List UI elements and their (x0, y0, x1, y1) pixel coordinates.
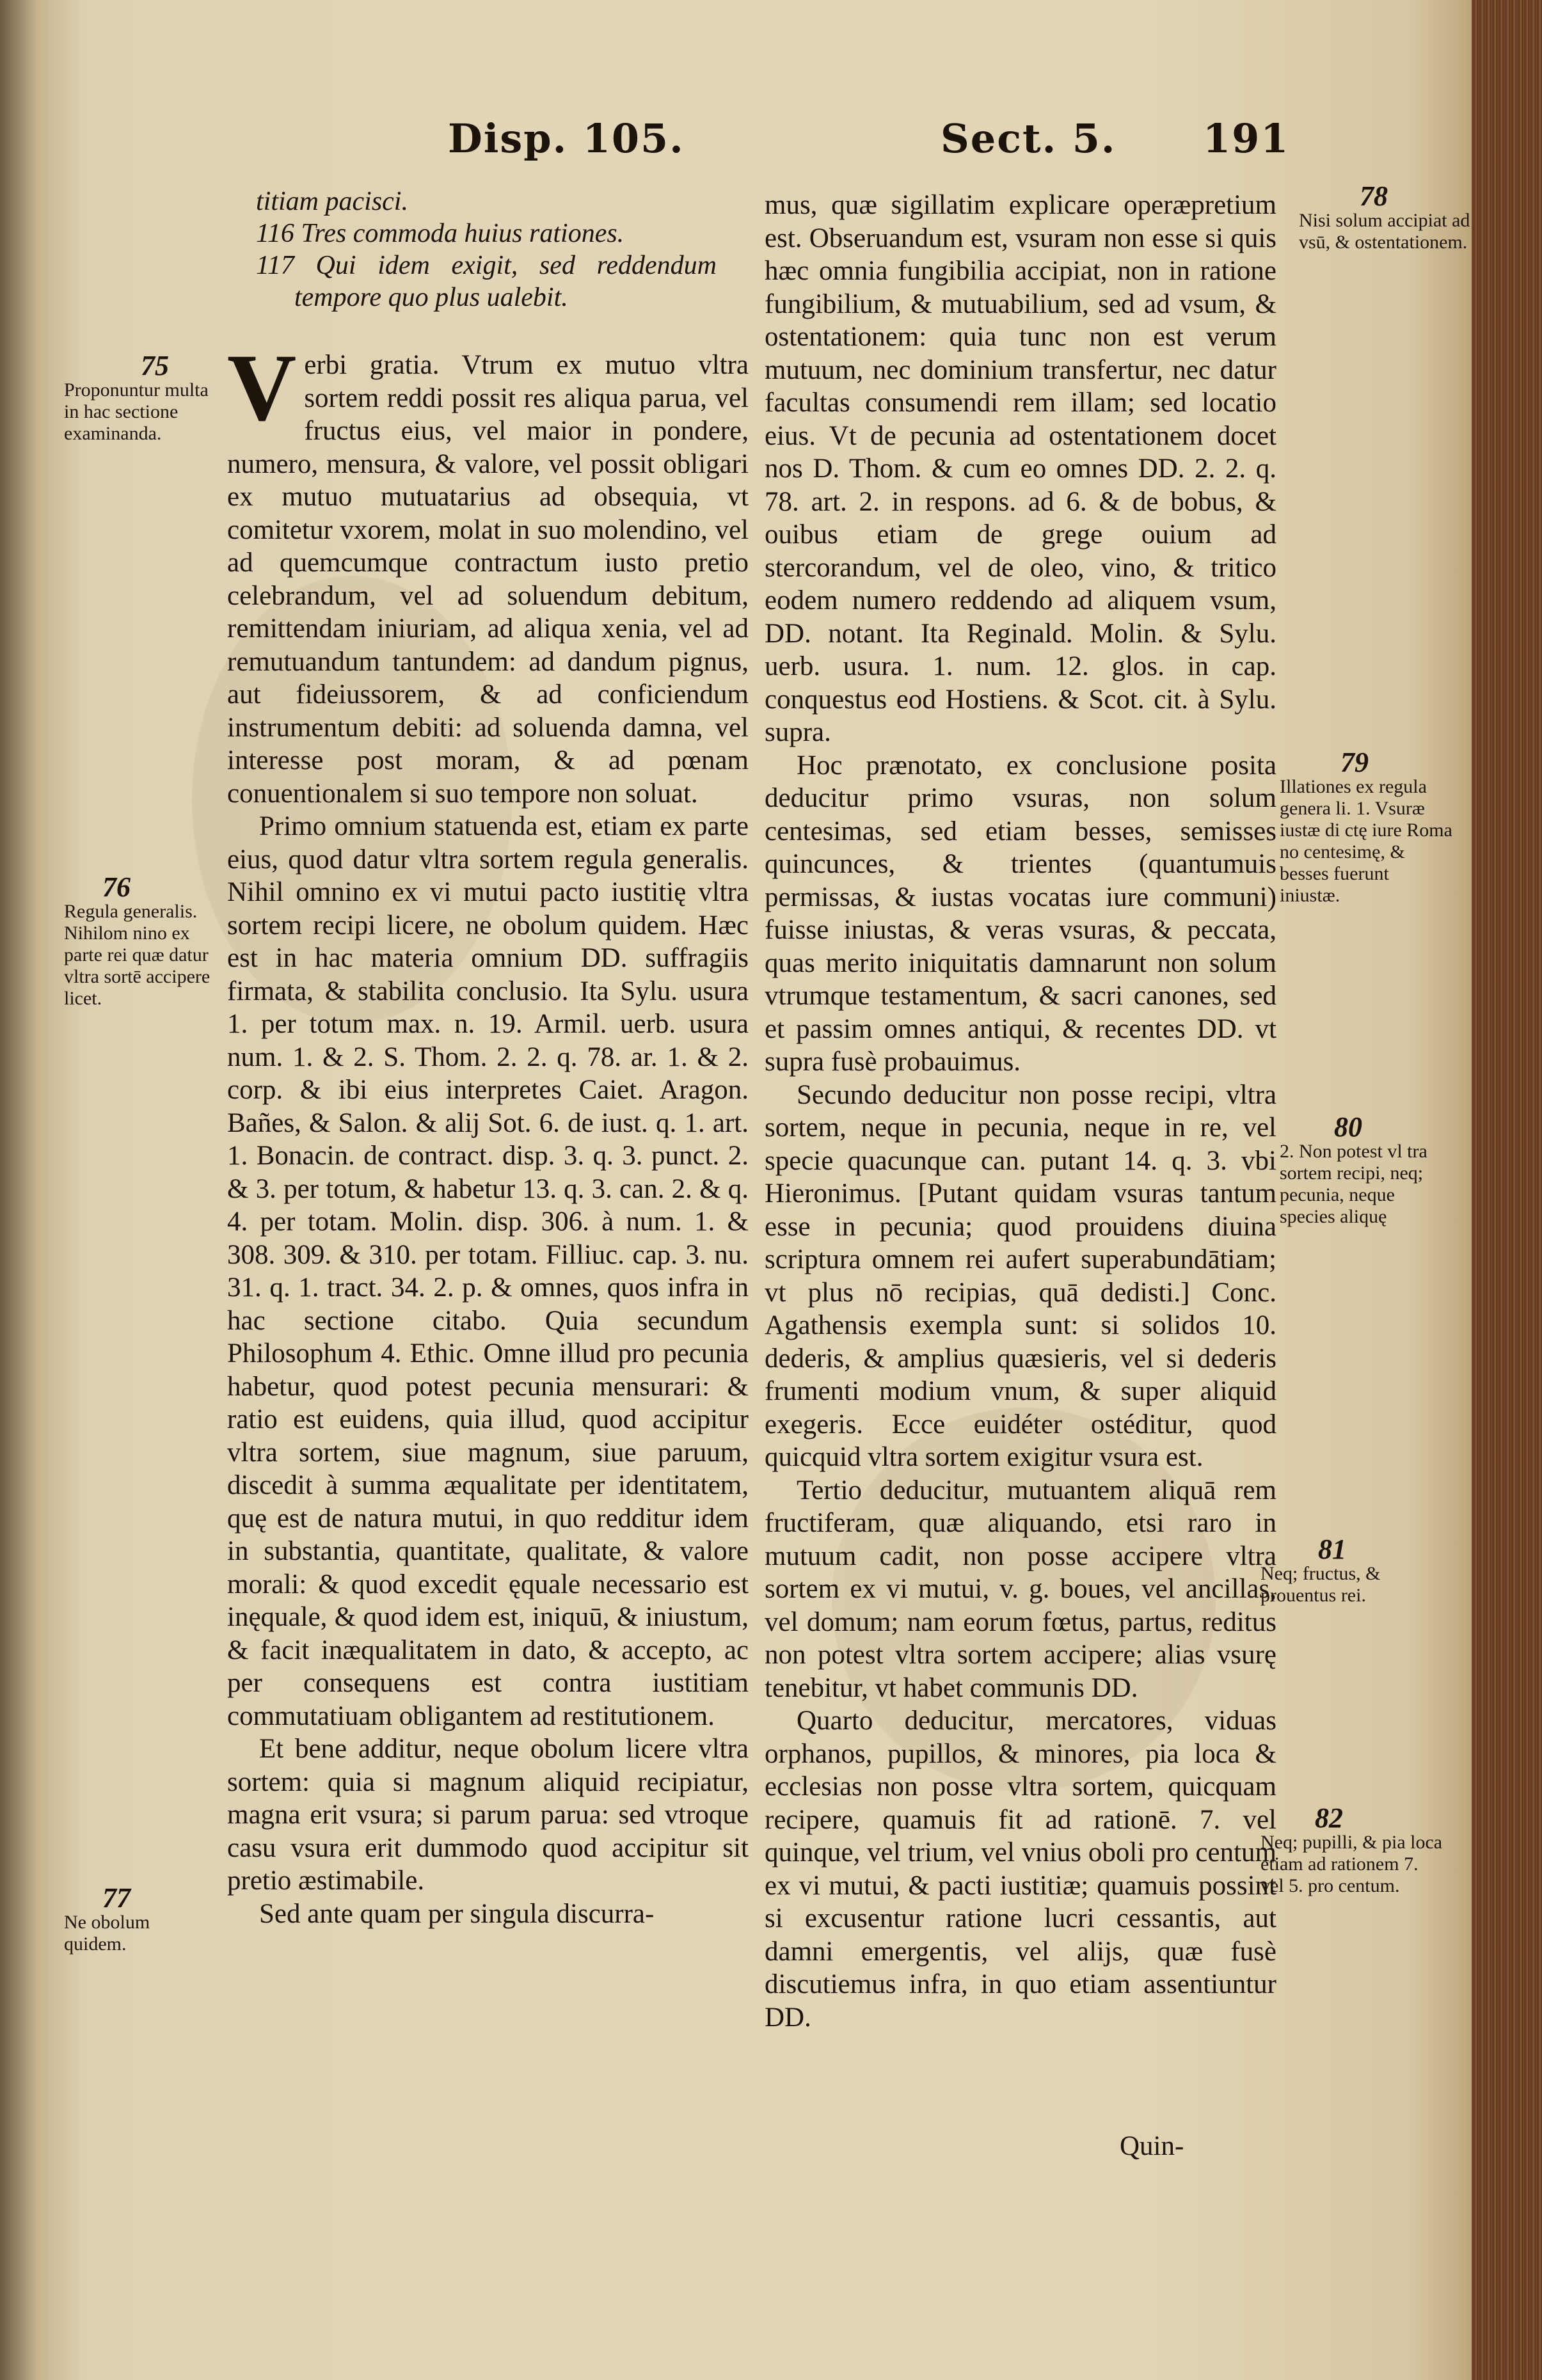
page-edge (1472, 0, 1542, 2380)
side-note-78: 78 Nisi solum accipiat ad vsū, & ostentationem. (1299, 180, 1470, 253)
side-note-79: 79 Illationes ex regula genera li. 1. Vsuræ iustæ di ctę iure Roma no centesimę, & besses fuerunt iniustæ. (1280, 747, 1452, 906)
side-note-80: 80 2. Non potest vl tra sortem recipi, neq; pecunia, neque species aliquę (1280, 1111, 1427, 1227)
running-head-disp: Disp. 105. (448, 115, 685, 162)
paragraph: Hoc prænotato, ex conclusione posita deducitur primo vsuras, non solum centesimas, sed etiam besses, semisses quincunces, & trientes (quantumuis permissas, & iustas vocatas iure communi) fuisse iniustas, & veras vsuras, & peccata, quas merito iniquitatis damnarunt non solum vtrumque testamentum, & sacri canones, sed et passim omnes antiqui, & recentes DD. vt supra fusè probauimus. (765, 750, 1276, 1077)
side-note-77: 77 Ne obolum quidem. (64, 1882, 150, 1955)
section-summary (256, 186, 717, 313)
side-note-75: 75 Proponuntur multa in hac sectione examinanda. (64, 350, 209, 444)
side-note-82: 82 Neq; pupilli, & pia loca etiam ad rationem 7. vel 5. pro centum. (1260, 1802, 1443, 1896)
paragraph: Tertio deducitur, mutuantem aliquā rem fructiferam, quæ aliquando, etsi raro in mutuum cadit, non posse accipere vltra sortem ex vi mutui, v. g. boues, vel ancillas, vel domum; nam eorum fœtus, partus, reditus non potest vltra sortem accipere; alias vsurę tenebitur, vt habet communis DD. (765, 1475, 1276, 1703)
paragraph: Primo omnium statuenda est, etiam ex parte eius, quod datur vltra sortem regula generalis. Nihil omnino ex vi mutui pacto iustitię vltra sortem recipi licere, ne obolum quidem. Hæc est in hac materia omnium DD. suffragiis firmata, & stabilita conclusio. Ita Sylu. usura 1. per totum max. n. 19. Armil. uerb. usura num. 1. & 2. S. Thom. 2. 2. q. 78. ar. 1. & 2. corp. & ibi eius interpretes Caiet. Aragon. Bañes, & Salon. & alij Sot. 6. de iust. q. 1. art. 1. Bonacin. de contract. disp. 3. q. 3. punct. 2. & 3. per totum, & habetur 13. q. 3. can. 2. & q. 4. per totam. Molin. disp. 306. à num. 1. & 308. 309. & 310. per totam. Filliuc. cap. 3. nu. 31. q. 1. tract. 34. 2. p. & omnes, quos infra in hac sectione citabo. Quia secundum Philosophum 4. Ethic. Omne illud pro pecunia habetur, quod potest pecunia mensurari: & ratio est euidens, quia illud, quod accipitur vltra sortem, siue magnum, siue paruum, discedit à summa æqualitate per identitatem, quę est de natura mutui, in quo redditur idem in substantia, quantitate, qualitate, & valore morali: & quod excedit ęquale necessario est inęquale, & quod idem est, iniquū, & iniustum, & facit inæqualitatem in dato, & accepto, ac per consequens est contra iustitiam commutatiuam obligantem ad restitutionem. (227, 811, 749, 1731)
right-column (765, 189, 1276, 2034)
paragraph: Verbi gratia. Vtrum ex mutuo vltra sortem reddi possit res aliqua parua, vel fructus eius, vel maior in pondere, numero, mensura, & valore, vel possit obligari ex mutuo mutuatarius ad obsequia, vt comitetur vxorem, molat in suo molendino, vel ad quemcumque contractum iusto pretio celebrandum, vel ad soluendum debitum, remittendam iniuriam, ad aliqua xenia, vel ad remutuandum tantundem: ad dandum pignus, aut fideiussorem, & ad conficiendum instrumentum debiti: ad soluenda damna, vel interesse post moram, & ad pœnam conuentionalem si suo tempore non soluat. (227, 335, 749, 809)
paragraph: Et bene additur, neque obolum licere vltra sortem: quia si magnum aliquid recipiatur, magna erit vsura; si parum parua: sed vtroque casu vsura erit dummodo quod accipitur sit pretio æstimabile. (227, 1734, 749, 1896)
side-note-81: 81 Neq; fructus, & prouentus rei. (1260, 1534, 1381, 1606)
summary-line: 116 Tres commoda huius rationes. (256, 219, 624, 248)
page-number: 191 (1203, 115, 1290, 162)
paragraph: mus, quæ sigillatim explicare operæpretium est. Obseruandum est, vsuram non esse si quis hæc omnia fungibilia accipiat, non in ratione fungibilium, & mutuabilium, sed ad vsum, & ostentationem: quia tunc non est verum mutuum, nec dominium transfertur, nec datur facultas consumendi rem illam; sed locatio eius. Vt de pecunia ad ostentationem docet nos D. Thom. & cum eo omnes DD. 2. 2. q. 78. art. 2. in respons. ad 6. & de bobus, & ouibus etiam de grege ouium ad stercorandum, vel de oleo, vino, & tritico eodem numero reddendo ad aliquem vsum, DD. notant. Ita Reginald. Molin. & Sylu. uerb. usura. 1. num. 12. glos. in cap. conquestus eod Hostiens. & Scot. cit. à Sylu. supra. (765, 190, 1276, 747)
paragraph: Secundo deducitur non posse recipi, vltra sortem, neque in pecunia, neque in re, vel specie quacunque can. putant 14. q. 3. vbi Hieronimus. [Putant quidam vsuras tantum esse in pecunia; quod prouidens diuina scriptura omnem rei aufert superabundātiam; vt plus nō recipias, quā dedisti.] Conc. Agathensis exempla sunt: si solidos 10. dederis, & amplius quæsieris, vel si dederis frumenti modium vnum, & super aliquid exegeris. Ecce euidéter ostéditur, quod quicquid vltra sortem exigitur vsura est. (765, 1079, 1276, 1472)
drop-cap: V (227, 335, 297, 441)
summary-line: 117 Qui idem exigit, sed reddendum tempore quo plus ualebit. (256, 251, 717, 312)
running-head-sect: Sect. 5. (941, 115, 1117, 162)
left-column (227, 335, 749, 1930)
side-note-76: 76 Regula generalis. Nihilom nino ex parte rei quæ datur vltra sortē accipere licet. (64, 871, 211, 1009)
paragraph: Sed ante quam per singula discurra- (259, 1898, 655, 1929)
catchword: Quin- (1120, 2131, 1184, 2161)
paragraph: Quarto deducitur, mercatores, viduas orphanos, pupillos, & minores, pia loca & ecclesias non posse vltra sortem, quicquam recipere, quamuis fit ad rationē. 7. vel quinque, vel trium, vel vnius oboli pro centum ex vi mutui, & pacti iustitiæ; quamuis possint si excusentur ratione lucri cessantis, aut damni emergentis, vel alijs, quæ fusè discutiemus infra, in quo etiam assentiuntur DD. (765, 1706, 1276, 2033)
summary-line: titiam pacisci. (256, 187, 408, 216)
